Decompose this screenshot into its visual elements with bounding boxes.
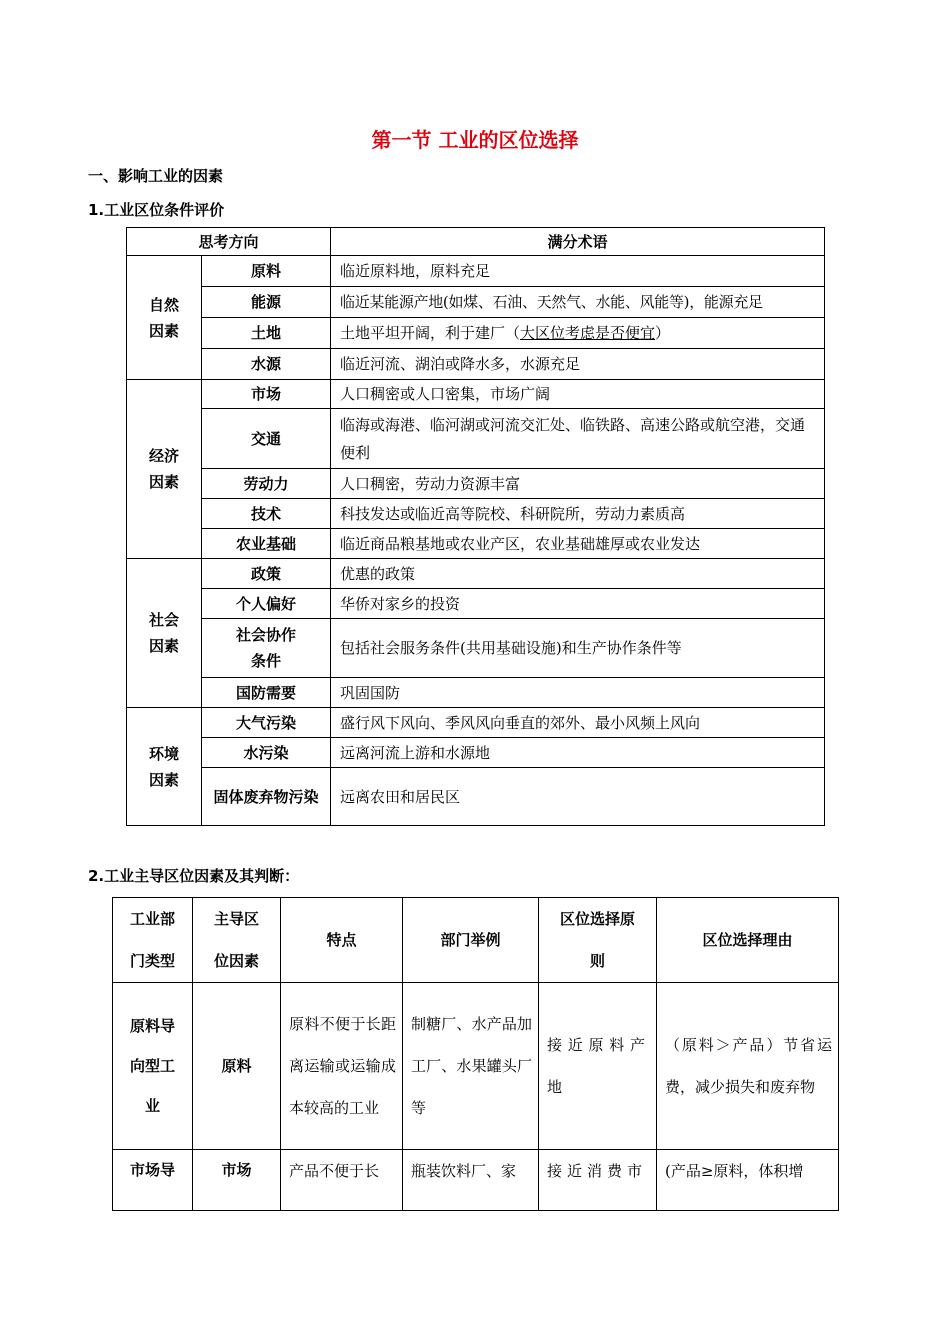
header-principle: 区位选择原则 [539,898,657,983]
term-cell: 巩固国防 [331,678,825,708]
factor-cell: 水污染 [202,738,331,768]
factor-cell: 国防需要 [202,678,331,708]
table-row [127,287,825,318]
term-cell: 人口稠密，劳动力资源丰富 [331,469,825,499]
factor-cell: 大气污染 [202,708,331,738]
table-row [113,983,839,1150]
category-cell: 环境因素 [127,708,202,826]
term-cell: 临近某能源产地(如煤、石油、天然气、水能、风能等)，能源充足 [331,287,825,318]
examples-text: 瓶装饮料厂、家 [411,1162,517,1180]
principle-cell: 接近原料产地 [539,983,657,1150]
header-factor: 主导区位因素 [193,898,281,983]
factor-cell: 能源 [202,287,331,318]
header-direction: 思考方向 [127,228,331,256]
principle-text: 接近消费市 [547,1162,648,1180]
section-heading: 一、影响工业的因素 [88,167,224,185]
examples-cell [403,1150,539,1211]
type-cell: 原料导向型工业 [113,983,193,1150]
type-cell [113,1150,193,1211]
table-row [127,559,825,589]
dominant-factors-table [112,897,839,1211]
term-cell: 优惠的政策 [331,559,825,589]
subsection-heading-2: 2.工业主导区位因素及其判断： [88,867,300,885]
term-cell: 临近河流、湖泊或降水多，水源充足 [331,349,825,380]
term-cell: 临近原料地，原料充足 [331,256,825,287]
table-row [127,678,825,708]
factor-text: 市场 [221,1161,252,1179]
factor-cell: 农业基础 [202,529,331,559]
factor-cell: 交通 [202,409,331,469]
table-row [127,589,825,619]
table-row [113,1150,839,1211]
feature-cell: 原料不便于长距离运输或运输成本较高的工业 [281,983,403,1150]
factor-cell: 原料 [193,983,281,1150]
factor-cell: 水源 [202,349,331,380]
category-cell: 社会因素 [127,559,202,708]
table-row [127,380,825,409]
term-cell: 临近商品粮基地或农业产区，农业基础雄厚或农业发达 [331,529,825,559]
subsection-heading-1: 1.工业区位条件评价 [88,201,225,219]
factor-cell [193,1150,281,1211]
term-cell: 人口稠密或人口密集，市场广阔 [331,380,825,409]
location-conditions-table [126,227,825,826]
principle-cell [539,1150,657,1211]
factor-cell: 原料 [202,256,331,287]
table-row [127,256,825,287]
factor-cell: 固体废弃物污染 [202,768,331,826]
factor-cell: 劳动力 [202,469,331,499]
header-terms: 满分术语 [331,228,825,256]
factor-cell: 市场 [202,380,331,409]
examples-cell: 制糖厂、水产品加工厂、水果罐头厂等 [403,983,539,1150]
table-row [127,619,825,678]
term-text-end: ） [655,324,671,342]
feature-text: 产品不便于长 [289,1162,380,1180]
term-underlined-text: 大区位考虑是否便宜 [520,324,656,342]
table-row [127,469,825,499]
factor-cell: 政策 [202,559,331,589]
category-cell: 经济因素 [127,380,202,559]
reason-cell: （原料＞产品）节省运费，减少损失和废弃物 [657,983,839,1150]
table-row [127,318,825,349]
table-row [127,529,825,559]
table-header-row [127,228,825,256]
term-cell: 科技发达或临近高等院校、科研院所，劳动力素质高 [331,499,825,529]
header-reason: 区位选择理由 [657,898,839,983]
reason-text: (产品≥原料，体积增 [665,1162,804,1180]
table-row [127,409,825,469]
category-cell: 自然因素 [127,256,202,380]
table-row [127,499,825,529]
factor-cell: 个人偏好 [202,589,331,619]
table-row [127,738,825,768]
table-row [127,768,825,826]
term-cell [331,318,825,349]
factor-cell: 土地 [202,318,331,349]
factor-cell: 技术 [202,499,331,529]
term-text: 土地平坦开阔，利于建厂（ [340,324,521,342]
term-cell: 包括社会服务条件(共用基础设施)和生产协作条件等 [331,619,825,678]
factor-cell: 社会协作条件 [202,619,331,678]
page-title: 第一节 工业的区位选择 [371,128,579,152]
header-feature: 特点 [281,898,403,983]
table-row [127,708,825,738]
table-header-row [113,898,839,983]
feature-cell [281,1150,403,1211]
type-text: 市场导 [129,1161,175,1179]
term-cell: 临海或海港、临河湖或河流交汇处、临铁路、高速公路或航空港，交通便利 [331,409,825,469]
term-cell: 远离河流上游和水源地 [331,738,825,768]
reason-cell [657,1150,839,1211]
term-cell: 盛行风下风向、季风风向垂直的郊外、最小风频上风向 [331,708,825,738]
table-row [127,349,825,380]
term-cell: 远离农田和居民区 [331,768,825,826]
term-cell: 华侨对家乡的投资 [331,589,825,619]
header-type: 工业部门类型 [113,898,193,983]
header-examples: 部门举例 [403,898,539,983]
